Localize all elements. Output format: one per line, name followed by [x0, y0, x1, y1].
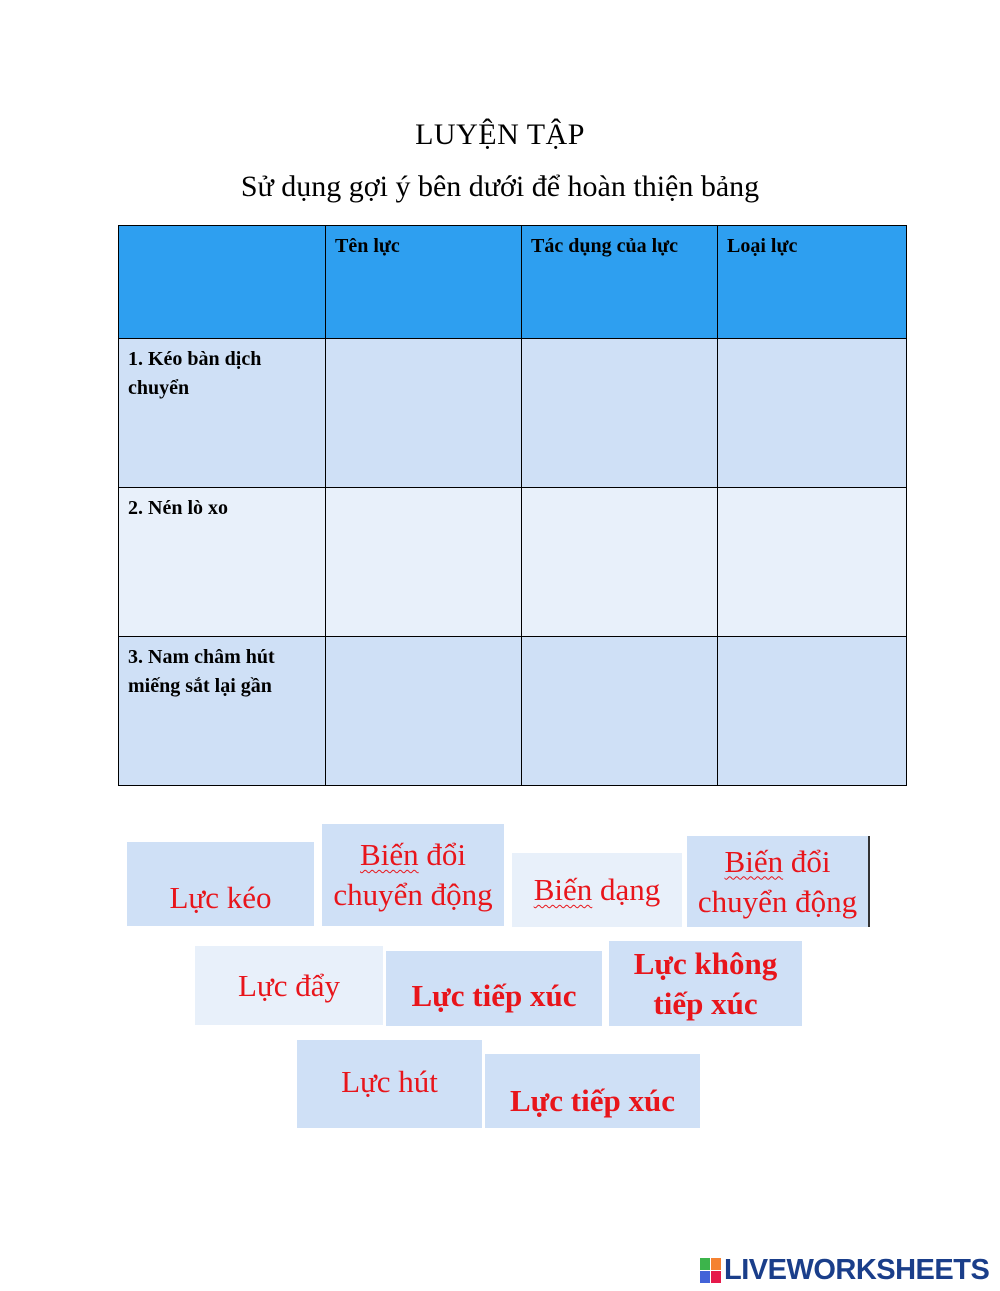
chip-line [360, 835, 466, 875]
logo-mark-icon [700, 1258, 721, 1283]
logo-square [711, 1258, 721, 1270]
chip-bien-dang[interactable] [512, 853, 682, 927]
worksheet-instruction: Sử dụng gợi ý bên dưới để hoàn thiện bảng [240, 170, 760, 203]
chip-label: Lực kéo [169, 880, 272, 915]
header-cell-force-effect: Tác dụng của lực [522, 226, 718, 339]
table-row [119, 339, 907, 488]
drop-zone-force-name[interactable] [326, 339, 522, 488]
chip-luc-hut[interactable] [297, 1040, 482, 1128]
logo-square [700, 1271, 710, 1283]
chip-line [725, 842, 831, 882]
chip-label: Lực tiếp xúc [411, 977, 577, 1013]
chip-bien-doi-chuyen-dong-1[interactable] [322, 824, 504, 926]
table-row [119, 488, 907, 637]
drop-zone-force-type[interactable] [718, 488, 907, 637]
drop-zone-force-effect[interactable] [522, 637, 718, 786]
table-row [119, 637, 907, 786]
chip-label: Biến [724, 843, 784, 879]
chip-label: Lực tiếp xúc [510, 1083, 675, 1118]
row-label: 1. Kéo bàn dịch chuyển [119, 339, 326, 488]
chip-luc-tiep-xuc-1[interactable] [386, 951, 602, 1026]
drop-zone-force-name[interactable] [326, 637, 522, 786]
logo-square [711, 1271, 721, 1283]
chip-label: Biến [360, 837, 419, 872]
drop-zone-force-effect[interactable] [522, 339, 718, 488]
drop-zone-force-type[interactable] [718, 637, 907, 786]
header-cell-force-name: Tên lực [326, 226, 522, 339]
chip-label: chuyển động [333, 877, 493, 912]
chip-label: Lực hút [341, 1064, 438, 1099]
chip-luc-day[interactable] [195, 946, 383, 1025]
drop-zone-force-effect[interactable] [522, 488, 718, 637]
chip-luc-khong-tiep-xuc[interactable] [609, 941, 802, 1026]
header-cell-empty [119, 226, 326, 339]
logo-square [700, 1258, 710, 1270]
row-label: 2. Nén lò xo [119, 488, 326, 637]
worksheet-title: LUYỆN TẬP [415, 118, 585, 151]
drop-zone-force-type[interactable] [718, 339, 907, 488]
drop-zone-force-name[interactable] [326, 488, 522, 637]
header-cell-force-type: Loại lực [718, 226, 907, 339]
chip-label: tiếp xúc [653, 985, 758, 1021]
chip-label: đổi [783, 843, 831, 879]
answer-table [118, 225, 907, 786]
chip-luc-tiep-xuc-2[interactable] [485, 1054, 700, 1128]
table-header-row [119, 226, 907, 339]
liveworksheets-logo [700, 1253, 990, 1286]
chip-label: đổi [418, 837, 466, 872]
chip-luc-keo[interactable] [127, 842, 314, 926]
chip-label: Lực đẩy [237, 967, 340, 1003]
chip-label: dạng [592, 872, 661, 907]
chip-label: chuyển động [697, 883, 858, 919]
logo-text: LIVEWORKSHEETS [724, 1253, 990, 1286]
chip-label: Lực không [633, 945, 778, 981]
chip-label: Biến [533, 872, 593, 907]
row-label: 3. Nam châm hút miếng sắt lại gần [119, 637, 326, 786]
chip-bien-doi-chuyen-dong-2[interactable] [687, 836, 870, 927]
